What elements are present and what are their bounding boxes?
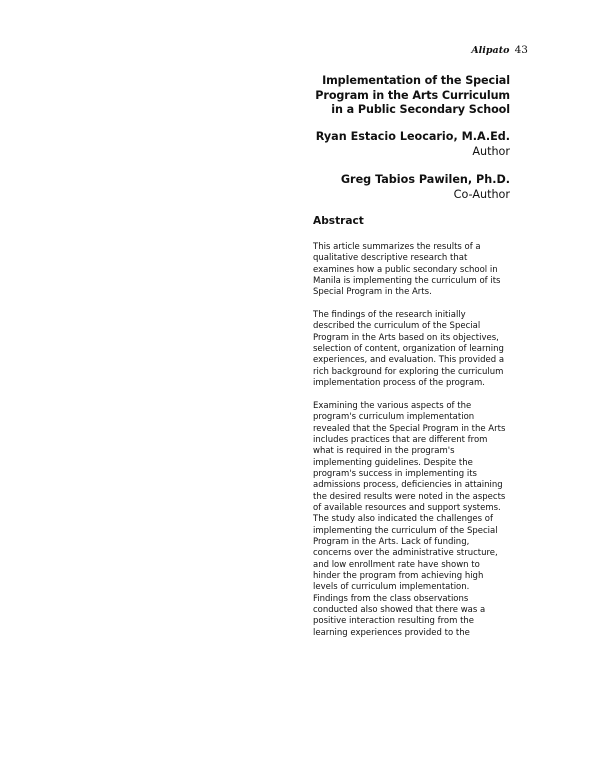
abstract-line: implementing the curriculum of the Special bbox=[313, 525, 498, 536]
abstract-paragraph bbox=[313, 401, 545, 639]
abstract-line: examines how a public secondary school in bbox=[313, 264, 498, 275]
abstract-line: admissions process, deficiencies in attaining bbox=[313, 480, 503, 491]
abstract-line: The findings of the research initially bbox=[313, 310, 466, 321]
coauthor-role: Co-Author bbox=[453, 188, 510, 201]
abstract-line: Program in the Arts. Lack of funding, bbox=[313, 536, 470, 547]
author-name: Ryan Estacio Leocario, M.A.Ed. bbox=[315, 130, 510, 143]
abstract-line: of available resources and support systems. bbox=[313, 502, 501, 513]
abstract-line: concerns over the administrative structure, bbox=[313, 548, 498, 559]
abstract-line: This article summarizes the results of a bbox=[313, 242, 481, 252]
abstract-paragraph bbox=[313, 310, 545, 389]
coauthor-block bbox=[341, 172, 510, 202]
abstract-heading: Abstract bbox=[313, 215, 364, 227]
abstract-line: what is required in the program's bbox=[313, 446, 455, 457]
abstract-line: learning experiences provided to the bbox=[313, 627, 470, 638]
abstract-line: and low enrollment rate have shown to bbox=[313, 559, 480, 570]
abstract-line: experiences, and evaluation. This provided a bbox=[313, 355, 505, 366]
abstract-line: program's success in implementing its bbox=[313, 468, 477, 479]
abstract-line: hinder the program from achieving high bbox=[313, 570, 484, 581]
article-title bbox=[315, 74, 510, 118]
abstract-line: includes practices that are different from bbox=[313, 434, 488, 445]
page-number: 43 bbox=[514, 44, 528, 56]
author-block bbox=[316, 129, 510, 159]
coauthor-name: Greg Tabios Pawilen, Ph.D. bbox=[340, 173, 510, 186]
abstract-line: selection of content, organization of learning bbox=[313, 344, 504, 355]
running-head bbox=[471, 44, 528, 56]
abstract-line: described the curriculum of the Special bbox=[313, 321, 481, 332]
title-line: Program in the Arts Curriculum bbox=[315, 88, 510, 102]
abstract-line: Special Program in the Arts. bbox=[313, 287, 432, 298]
abstract-line: implementation process of the program. bbox=[313, 378, 485, 389]
abstract-line: levels of curriculum implementation. bbox=[313, 582, 470, 593]
abstract-line: qualitative descriptive research that bbox=[313, 253, 468, 264]
abstract-line: Findings from the class observations bbox=[313, 593, 469, 604]
abstract-line: rich background for exploring the curriculum bbox=[313, 366, 504, 377]
author-role: Author bbox=[472, 145, 510, 158]
abstract-line: implementing guidelines. Despite the bbox=[313, 457, 473, 468]
journal-name: Alipato bbox=[471, 45, 510, 56]
abstract-line: The study also indicated the challenges of bbox=[313, 514, 493, 525]
abstract-line: positive interaction resulting from the bbox=[313, 616, 475, 627]
abstract-body bbox=[313, 242, 545, 650]
abstract-line: revealed that the Special Program in the Arts bbox=[313, 423, 506, 434]
abstract-line: Examining the various aspects of the bbox=[313, 400, 472, 411]
abstract-line: Manila is implementing the curriculum of its bbox=[313, 276, 501, 287]
abstract-line: Program in the Arts based on its objectives, bbox=[313, 332, 499, 343]
abstract-line: conducted also showed that there was a bbox=[313, 605, 486, 615]
abstract-line: program's curriculum implementation bbox=[313, 412, 475, 423]
abstract-paragraph bbox=[313, 242, 545, 299]
title-line: Implementation of the Special bbox=[322, 74, 510, 87]
title-line: in a Public Secondary School bbox=[331, 103, 510, 116]
abstract-line: the desired results were noted in the aspects bbox=[313, 491, 506, 502]
